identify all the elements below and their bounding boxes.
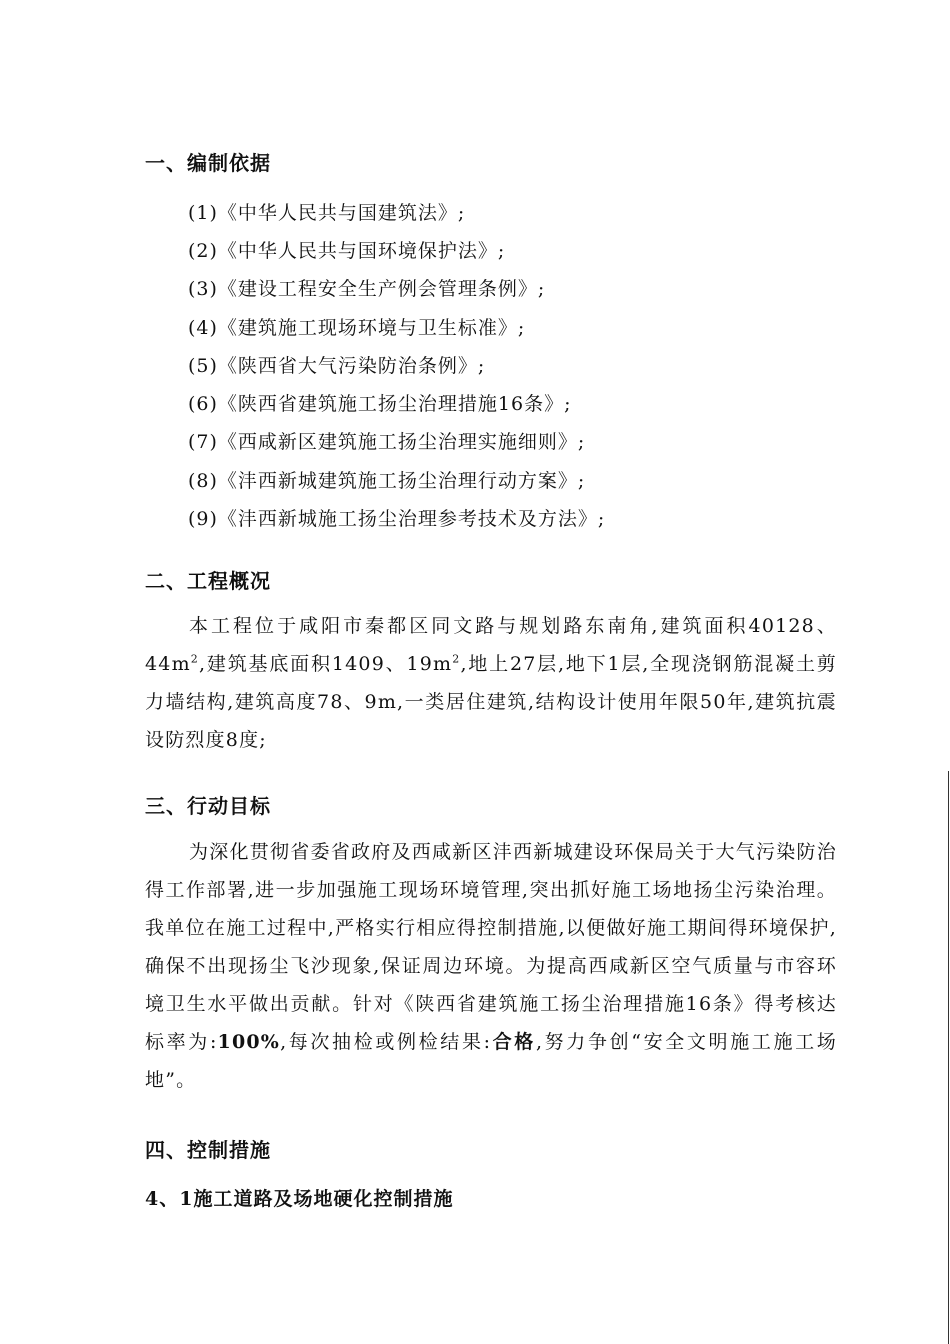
basis-list-item: (1)《中华人民共与国建筑法》; (188, 202, 466, 224)
basis-list-item: (4)《建筑施工现场环境与卫生标准》; (188, 317, 526, 339)
goal-paragraph: 为深化贯彻省委省政府及西咸新区沣西新城建设环保局关于大气污染防治得工作部署,进一步加强施工现场环境管理,突出抓好施工场地扬尘污染治理。我单位在施工过程中,严格实行相应得控制措施,以便做好施工期间得环境保护,确保不出现扬尘飞沙现象,保证周边环境。为提高西咸新区空气质量与市容环境卫生水平做出贡献。针对《陕西省建筑施工扬尘治理措施16条》得考核达标率为:100%,每次抽检或例检结果:合格,努力争创“安全文明施工施工场地”。 (145, 841, 837, 1091)
section-heading-basis: 一、编制依据 (145, 151, 271, 175)
basis-list-item: (5)《陕西省大气污染防治条例》; (188, 355, 486, 377)
section-heading-measures: 四、控制措施 (145, 1138, 271, 1162)
section-heading-overview: 二、工程概况 (145, 569, 271, 593)
basis-list-item: (7)《西咸新区建筑施工扬尘治理实施细则》; (188, 431, 586, 453)
page-margin-line (948, 771, 949, 1344)
subsection-heading-road-hardening: 4、1施工道路及场地硬化控制措施 (145, 1188, 454, 1210)
section-heading-goal: 三、行动目标 (145, 794, 271, 818)
basis-list-item: (6)《陕西省建筑施工扬尘治理措施16条》; (188, 393, 572, 415)
basis-list-item: (9)《沣西新城施工扬尘治理参考技术及方法》; (188, 508, 606, 530)
basis-list-item: (2)《中华人民共与国环境保护法》; (188, 240, 506, 262)
basis-list-item: (3)《建设工程安全生产例会管理条例》; (188, 278, 546, 300)
basis-list-item: (8)《沣西新城建筑施工扬尘治理行动方案》; (188, 470, 586, 492)
overview-paragraph: 本工程位于咸阳市秦都区同文路与规划路东南角,建筑面积40128、$44m^2$,建筑基底面积1409、$19m^2$,地上27层,地下1层,全现浇钢筋混凝土剪力墙结构,建筑高度78、9m,一类居住建筑,结构设计使用年限50年,建筑抗震设防烈度8度; (145, 615, 837, 751)
